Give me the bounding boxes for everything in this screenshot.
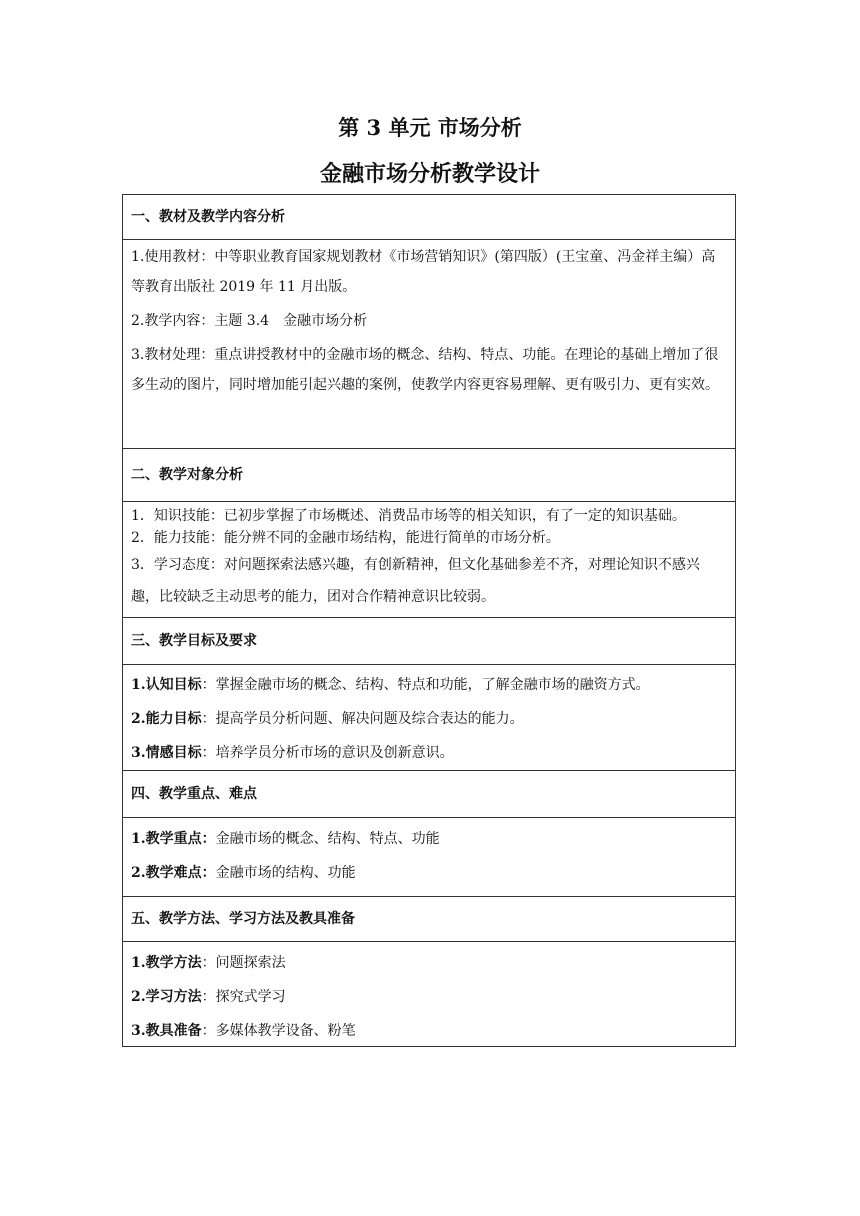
section-content [123,818,736,897]
item-label: 1.教学重点： [131,831,216,847]
section-content [123,942,736,1047]
content-line: 2.教学内容：主题 3.4 金融市场分析 [131,313,368,329]
content-line: 3.教材处理：重点讲授教材中的金融市场的概念、结构、特点、功能。在理论的基础上增加了很多生动的图片，同时增加能引起兴趣的案例，使教学内容更容易理解、更有吸引力、更有实效。 [131,347,719,393]
section-heading-row [123,618,736,665]
section-heading-row [123,449,736,502]
content-line: 1.使用教材：中等职业教育国家规划教材《市场营销知识》(第四版）(王宝童、冯金祥主编）高等教育出版社 2019 年 11 月出版。 [131,249,716,295]
section-content-row [123,818,736,897]
item-text: ：掌握金融市场的概念、结构、特点和功能，了解金融市场的融资方式。 [201,677,650,693]
content-line [131,704,727,734]
content-line [131,738,727,768]
content-line: 2．能力技能：能分辨不同的金融市场结构，能进行简单的市场分析。 [131,530,560,546]
lesson-plan-table [122,194,736,1047]
section-heading: 三、教学目标及要求 [123,618,736,665]
item-text: ：培养学员分析市场的意识及创新意识。 [201,745,454,761]
item-text: ：提高学员分析问题、解决问题及综合表达的能力。 [201,711,524,727]
section-content [123,665,736,771]
item-text: ：问题探索法 [201,955,286,971]
section-content-row [123,502,736,618]
item-label: 3.情感目标 [131,745,202,761]
section-heading: 一、教材及教学内容分析 [123,195,736,240]
item-label: 1.认知目标 [131,677,202,693]
section-heading: 四、教学重点、难点 [123,771,736,818]
item-text: ：探究式学习 [201,989,286,1005]
section-heading: 二、教学对象分析 [123,449,736,502]
section-heading-row [123,195,736,240]
item-text: 金融市场的结构、功能 [215,865,356,881]
item-text: ：多媒体教学设备、粉笔 [201,1023,356,1039]
unit-title: 第 3 单元 市场分析 [338,115,522,140]
item-label: 1.教学方法 [131,955,202,971]
content-line [131,824,727,854]
content-line [131,948,727,978]
section-heading-row [123,897,736,942]
content-line [131,670,727,700]
item-label: 3.教具准备 [131,1023,202,1039]
section-content [123,502,736,618]
content-line [131,982,727,1012]
section-heading-row [123,771,736,818]
section-content-row [123,240,736,449]
content-line [131,858,727,888]
item-label: 2.能力目标 [131,711,202,727]
section-heading: 五、教学方法、学习方法及教具准备 [123,897,736,942]
item-text: 金融市场的概念、结构、特点、功能 [215,831,440,847]
section-content [123,240,736,449]
section-content-row [123,942,736,1047]
lesson-design-title: 金融市场分析教学设计 [319,161,540,187]
item-label: 2.学习方法 [131,989,202,1005]
content-line: 1．知识技能：已初步掌握了市场概述、消费品市场等的相关知识，有了一定的知识基础。 [131,508,686,524]
item-label: 2.教学难点： [131,865,216,881]
content-line: 3．学习态度：对问题探索法感兴趣，有创新精神，但文化基础参差不齐，对理论知识不感兴趣，比较缺乏主动思考的能力，团对合作精神意识比较弱。 [131,557,700,605]
section-content-row [123,665,736,771]
content-line [131,1016,727,1046]
